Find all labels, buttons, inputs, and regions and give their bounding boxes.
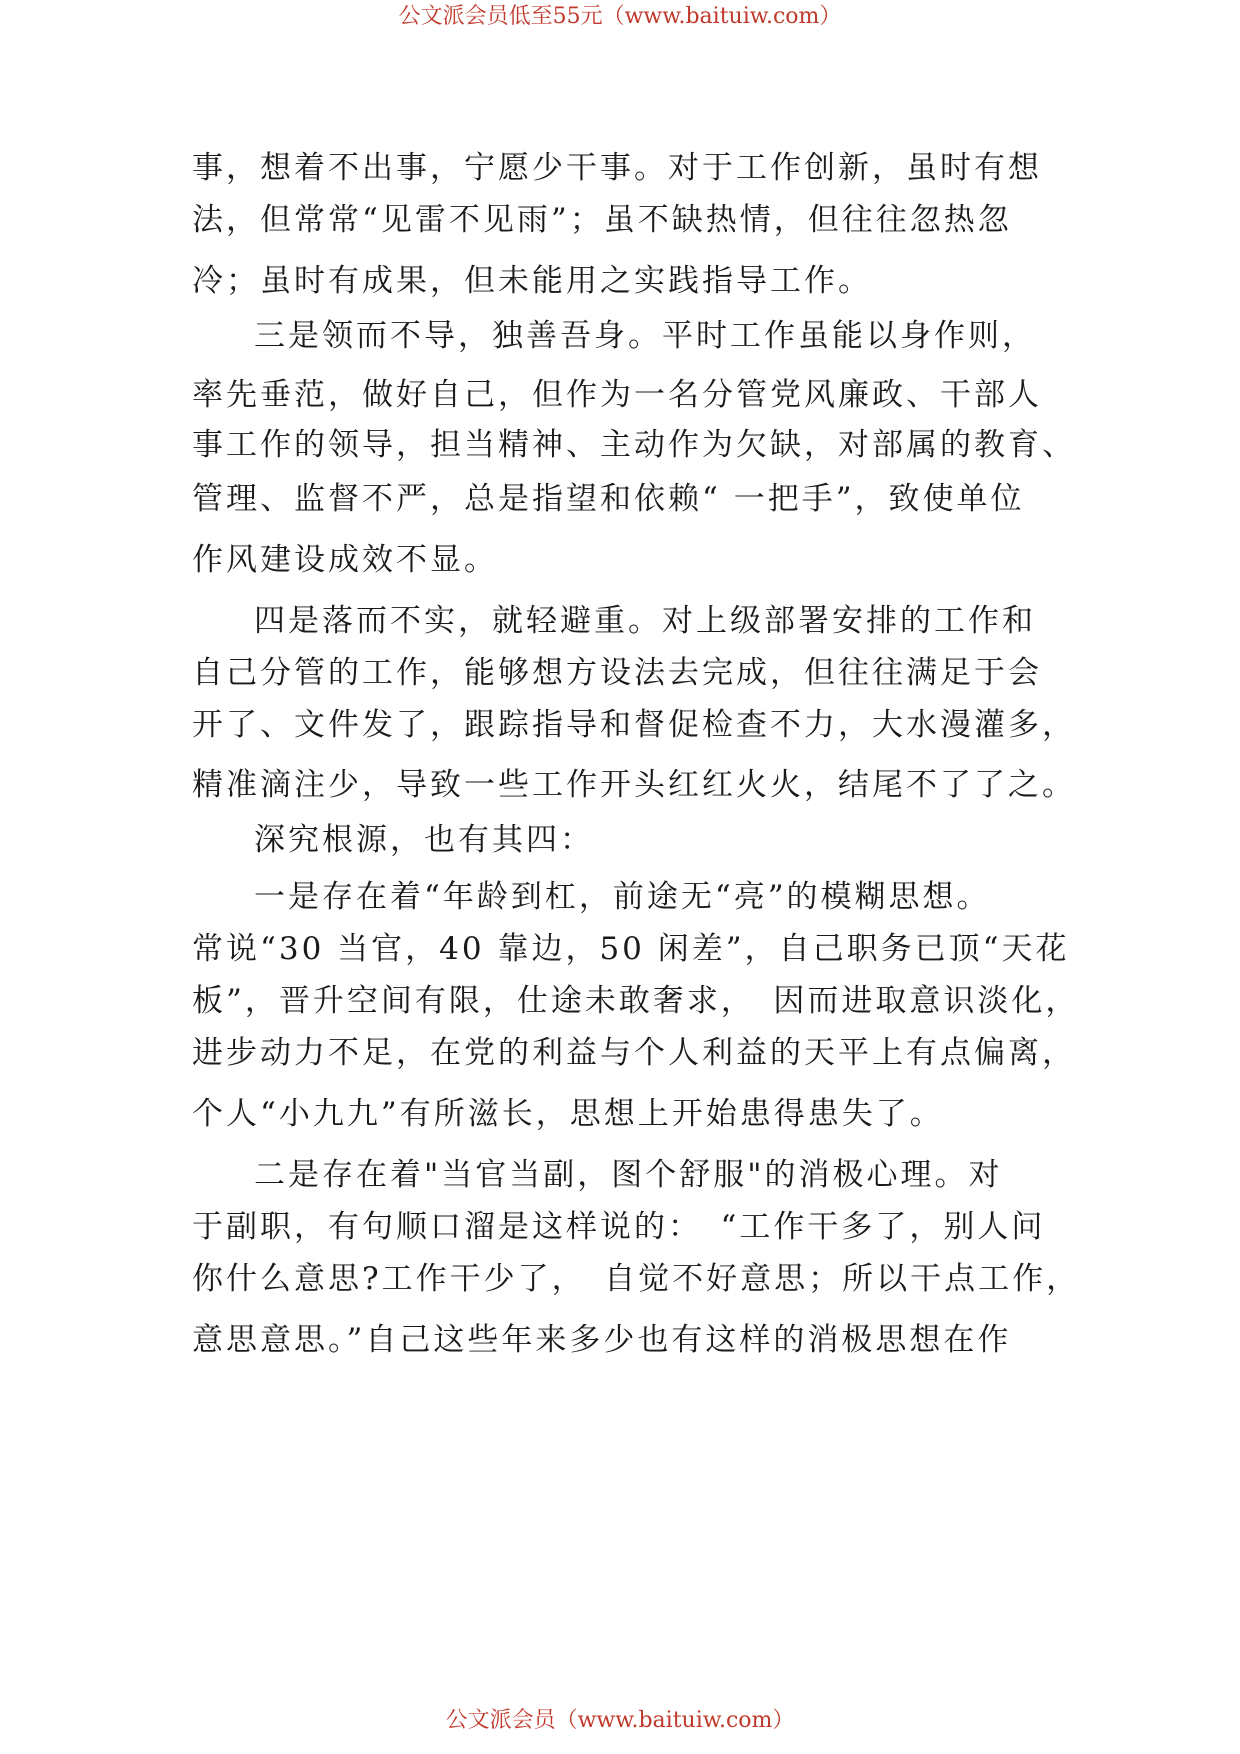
text-line: 率先垂范，做好自己，但作为一名分管党风廉政、干部人 [192, 377, 1042, 413]
text-line: 冷；虽时有成果，但未能用之实践指导工作。 [192, 263, 872, 299]
text-line: 法，但常常“见雷不见雨”；虽不缺热情，但往往忽热忽 [192, 202, 1012, 238]
text-line: 管理、监督不严，总是指望和依赖“ 一把手”，致使单位 [192, 481, 1025, 517]
text-line: 个人“小九九”有所滋长，思想上开始患得患失了。 [192, 1096, 944, 1132]
paragraph-start-line: 四是落而不实，就轻避重。对上级部署安排的工作和 [254, 603, 1036, 639]
text-line: 精准滴注少，导致一些工作开头红红火火，结尾不了了之。 [192, 767, 1076, 803]
text-line: 你什么意思?工作干少了， 自觉不好意思；所以干点工作， [192, 1261, 1081, 1297]
text-line: 于副职，有句顺口溜是这样说的： “工作干多了，别人问 [192, 1209, 1046, 1245]
paragraph-start-line: 一是存在着“年龄到杠，前途无“亮”的模糊思想。 [254, 879, 991, 915]
text-line: 常说“30 当官，40 靠边，50 闲差”，自己职务已顶“天花 [192, 931, 1070, 967]
paragraph-start-line: 深究根源，也有其四： [254, 822, 594, 858]
footer-watermark: 公文派会员（www.baituiw.com） [445, 1708, 795, 1733]
text-line: 板”，晋升空间有限，仕途未敢奢求， 因而进取意识淡化， [192, 983, 1080, 1019]
text-line: 意思意思。”自己这些年来多少也有这样的消极思想在作 [192, 1322, 1012, 1358]
header-watermark: 公文派会员低至55元（www.baituiw.com） [398, 4, 842, 29]
paragraph-start-line: 三是领而不导，独善吾身。平时工作虽能以身作则， [254, 318, 1036, 354]
text-line: 事工作的领导，担当精神、主动作为欠缺，对部属的教育、 [192, 427, 1076, 463]
text-line: 事，想着不出事，宁愿少干事。对于工作创新，虽时有想 [192, 150, 1042, 186]
text-line: 自己分管的工作，能够想方设法去完成，但往往满足于会 [192, 655, 1042, 691]
text-line: 进步动力不足，在党的利益与个人利益的天平上有点偏离， [192, 1035, 1076, 1071]
text-line: 作风建设成效不显。 [192, 542, 498, 578]
paragraph-start-line: 二是存在着"当官当副，图个舒服"的消极心理。对 [254, 1157, 1003, 1193]
text-line: 开了、文件发了，跟踪指导和督促检查不力，大水漫灌多， [192, 707, 1076, 743]
